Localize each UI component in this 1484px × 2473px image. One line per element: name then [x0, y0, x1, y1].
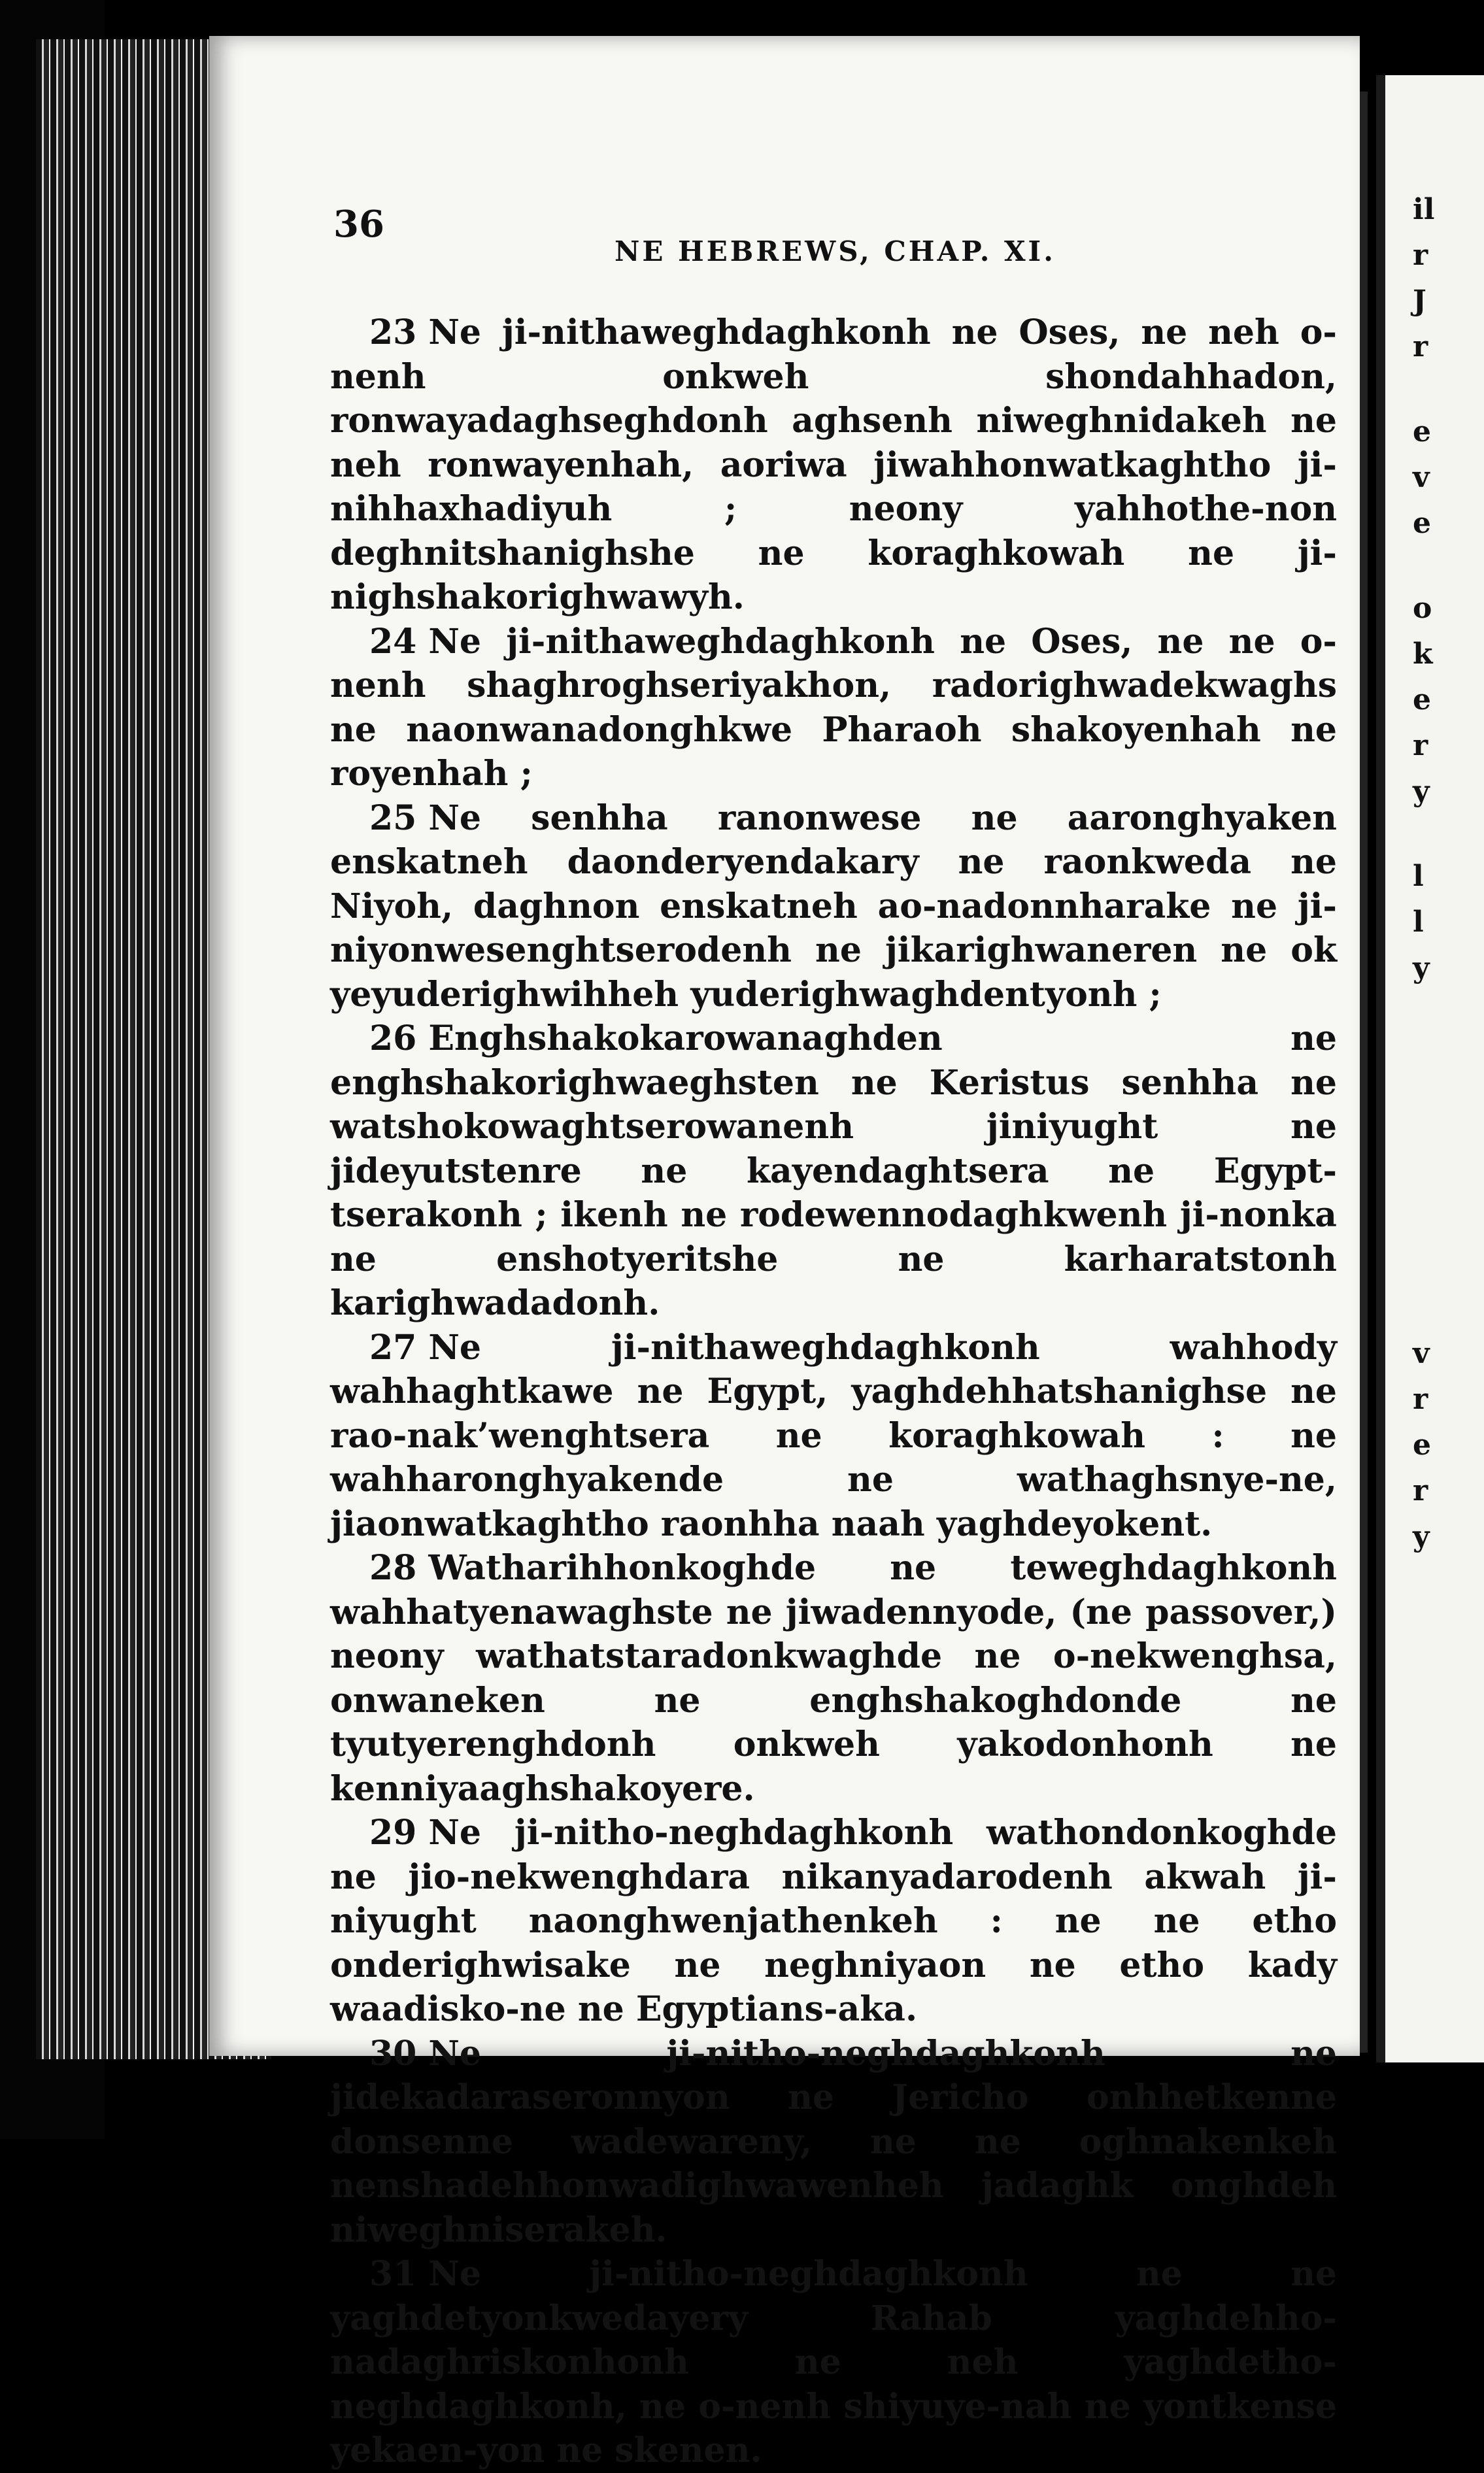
verse-number: 27: [369, 1327, 417, 1368]
facing-fragment: k: [1413, 637, 1433, 671]
facing-fragment: y: [1413, 775, 1430, 808]
verse-number: 30: [369, 2033, 417, 2074]
verse-text: Ne ji-nitho-neghdaghkonh ne jidekadaraseronnyon ne Jericho onhhetkenne donsenne wadewareny, ne ne oghnakenkeh nenshadehhonwadighwawenheh jadaghk onghdeh niweghniserakeh.: [330, 2033, 1337, 2250]
facing-fragment: l: [1413, 860, 1424, 893]
verse-text: Watharihhonkoghde ne teweghdaghkonh wahhatyenawaghste ne jiwadennyode, (ne passover,) neony wathatstaradonkwaghde ne o-nekwenghsa, onwaneken ne enghshakoghdonde ne tyutyerenghdonh onkweh yakodonhonh ne kenniyaaghshakoyere.: [330, 1548, 1337, 1809]
verse: [330, 1811, 1337, 2032]
verse: [330, 2252, 1337, 2473]
verse-number: 24: [369, 621, 417, 662]
verse-text: Ne senhha ranonwese ne aaronghyaken enskatneh daonderyendakary ne raonkweda ne Niyoh, daghnon enskatneh ao-nadonnharake ne ji-niyonwesenghtserodenh ne jikarighwaneren ne ok yeyuderighwihheh yuderighwaghdentyonh ;: [330, 798, 1337, 1015]
facing-fragment: e: [1413, 507, 1431, 540]
verse-text: Ne ji-nithaweghdaghkonh ne Oses, ne neh o-nenh onkweh shondahhadon, ronwayadaghseghdonh aghsenh niweghnidakeh ne neh ronwayenhah, aoriwa jiwahhonwatkaghtho ji-nihhaxhadiyuh ; neony yahhothe-non deghnitshanighshe ne koraghkowah ne ji-nighshakorighwawyh.: [330, 312, 1337, 617]
book-page: [209, 36, 1360, 2470]
verse: [330, 1546, 1337, 1811]
facing-fragment: r: [1413, 729, 1428, 762]
facing-fragment: v: [1413, 461, 1430, 494]
facing-fragment: r: [1413, 239, 1428, 272]
facing-fragment: r: [1413, 330, 1428, 363]
facing-fragment: J: [1413, 284, 1426, 318]
verse-number: 26: [369, 1018, 417, 1058]
book-gutter: [1360, 92, 1368, 2053]
verse: [330, 796, 1337, 1017]
facing-fragment: e: [1413, 683, 1431, 716]
verse-number: 29: [369, 1813, 417, 1853]
verse-text: Ne ji-nithaweghdaghkonh ne Oses, ne ne o-nenh shaghroghseriyakhon, radorighwadekwaghs ne naonwanadonghkwe Pharaoh shakoyenhah ne royenhah ;: [330, 621, 1337, 794]
verse: [330, 620, 1337, 796]
verse-number: 23: [369, 312, 417, 352]
facing-fragment: e: [1413, 415, 1431, 448]
facing-page: [1376, 75, 1484, 2062]
facing-fragment: o: [1413, 592, 1432, 625]
verse-number: 25: [369, 798, 417, 838]
running-title: NE HEBREWS, CHAP. XI.: [615, 235, 1056, 267]
verse: [330, 1326, 1337, 1547]
verse: [330, 311, 1337, 620]
facing-fragment: v: [1413, 1337, 1430, 1370]
verse-number: 28: [369, 1548, 417, 1588]
verse-text: Ne ji-nitho-neghdaghkonh ne ne yaghdetyonkwedayery Rahab yaghdehho-nadaghriskonhonh ne neh yaghdetho-neghdaghkonh, ne o-nenh shiyuye-nah ne yontkense yekaen-yon ne skenen.: [330, 2254, 1337, 2470]
facing-fragment: r: [1413, 1383, 1428, 1416]
verse-text: Ne ji-nitho-neghdaghkonh wathondonkoghde ne jio-nekwenghdara nikanyadarodenh akwah ji-niyught naonghwenjathenkeh : ne ne etho onderighwisake ne neghniyaon ne etho kady waadisko-ne ne Egyptians-aka.: [330, 1813, 1337, 2029]
verse-text: Enghshakokarowanaghden ne enghshakorighwaeghsten ne Keristus senhha ne watshokowaghtserowanenh jiniyught ne jideyutstenre ne kayendaghtsera ne Egypt-tserakonh ; ikenh ne rodewennodaghkwenh ji-nonka ne enshotyeritshe ne karharatstonh karighwadadonh.: [330, 1018, 1337, 1323]
page-number: 36: [333, 203, 384, 246]
facing-fragment: l: [1413, 905, 1424, 939]
facing-fragment: y: [1413, 1520, 1430, 1553]
verse: [330, 2032, 1337, 2253]
facing-fragment: il: [1413, 193, 1435, 226]
verse: [330, 1017, 1337, 1326]
verse-number: 31: [369, 2254, 417, 2294]
verse-text: Ne ji-nithaweghdaghkonh wahhody wahhaghtkawe ne Egypt, yaghdehhatshanighse ne rao-nak’wenghtsera ne koraghkowah : ne wahharonghyakende ne wathaghsnye-ne, jiaonwatkaghtho raonhha naah yaghdeyokent.: [330, 1327, 1337, 1544]
facing-fragment: e: [1413, 1428, 1431, 1462]
chapter-text: [330, 311, 1337, 2473]
facing-fragment: y: [1413, 951, 1430, 984]
facing-fragment: r: [1413, 1474, 1428, 1507]
